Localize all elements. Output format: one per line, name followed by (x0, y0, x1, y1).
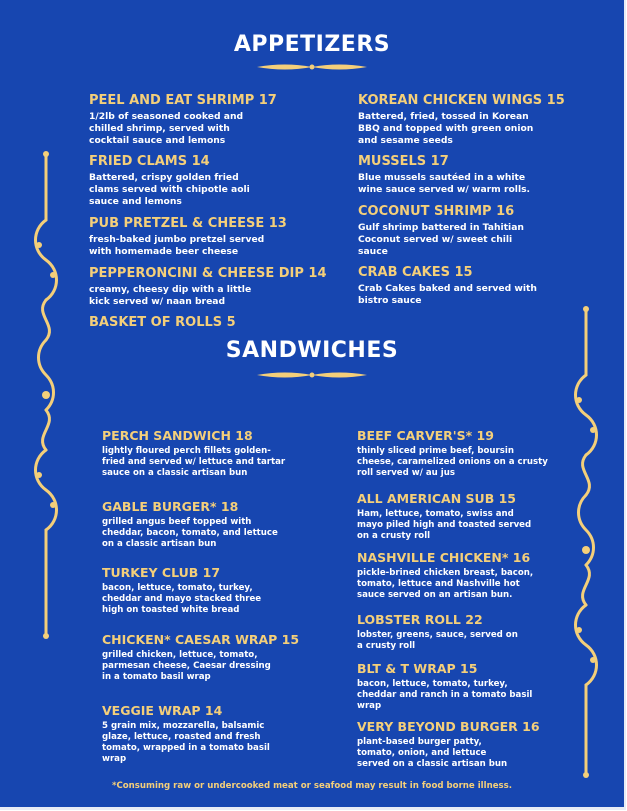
sandwich-item (357, 718, 567, 770)
item-description: Blue mussels sautéed in a white wine sauce served w/ warm rolls. (358, 172, 531, 195)
item-name: PUB PRETZEL & CHEESE 13 (89, 216, 287, 231)
scroll-ornament-icon (570, 305, 602, 795)
item-description: fresh-baked jumbo pretzel served with homemade beer cheese (89, 234, 265, 257)
item-description: 5 grain mix, mozzarella, balsamic glaze, lettuce, roasted and fresh tomato, wrapped in a tomato basil wrap (102, 721, 270, 764)
appetizer-item (358, 203, 588, 258)
item-name: VERY BEYOND BURGER 16 (357, 719, 540, 734)
item-name: PEPPERONCINI & CHEESE DIP 14 (89, 266, 327, 281)
sandwich-item (357, 490, 567, 542)
item-description: plant-based burger patty, tomato, onion, and lettuce served on a classic artisan bun (357, 737, 508, 769)
item-name: GABLE BURGER* 18 (102, 499, 239, 514)
item-name: LOBSTER ROLL 22 (357, 612, 483, 627)
item-description: grilled angus beef topped with cheddar, bacon, tomato, and lettuce on a classic artisan bun (102, 517, 278, 549)
appetizers-heading: APPETIZERS (233, 32, 391, 57)
sandwich-item (102, 427, 322, 479)
sandwich-item (102, 702, 322, 765)
item-name: COCONUT SHRIMP 16 (358, 204, 515, 219)
appetizer-item (358, 153, 588, 196)
item-description: bacon, lettuce, tomato, turkey, cheddar and mayo stacked three high on toasted white bread (102, 583, 262, 615)
appetizer-item (89, 215, 339, 258)
item-description: lobster, greens, sauce, served on a crusty roll (357, 630, 518, 651)
sandwich-item (102, 564, 322, 616)
appetizer-item (89, 314, 339, 331)
item-name: VEGGIE WRAP 14 (102, 703, 223, 718)
sandwich-item (102, 631, 322, 683)
divider-flourish-icon (255, 61, 369, 73)
item-name: NASHVILLE CHICKEN* 16 (357, 550, 531, 565)
item-description: 1/2lb of seasoned cooked and chilled shrimp, served with cocktail sauce and lemons (89, 111, 244, 146)
item-name: MUSSELS 17 (358, 154, 449, 169)
item-name: FRIED CLAMS 14 (89, 154, 210, 169)
sandwich-item (102, 498, 322, 550)
appetizer-item (89, 153, 339, 208)
item-description: grilled chicken, lettuce, tomato, parmesan cheese, Caesar dressing in a tomato basil wrap (102, 650, 271, 682)
item-name: TURKEY CLUB 17 (102, 565, 221, 580)
item-name: ALL AMERICAN SUB 15 (357, 491, 516, 506)
item-name: KOREAN CHICKEN WINGS 15 (358, 93, 565, 108)
item-name: BLT & T WRAP 15 (357, 661, 478, 676)
item-name: CRAB CAKES 15 (358, 265, 473, 280)
sandwich-item (357, 660, 567, 712)
item-description: pickle-brined chicken breast, bacon, tomato, lettuce and Nashville hot sauce served on an artisan bun. (357, 568, 534, 600)
footnote: *Consuming raw or undercooked meat or seafood may result in food borne illness. (111, 781, 513, 791)
item-description: bacon, lettuce, tomato, turkey, cheddar and ranch in a tomato basil wrap (357, 679, 533, 711)
item-name: PERCH SANDWICH 18 (102, 428, 253, 443)
item-name: CHICKEN* CAESAR WRAP 15 (102, 632, 300, 647)
sandwich-item (357, 611, 567, 652)
item-description: Gulf shrimp battered in Tahitian Coconut served w/ sweet chili sauce (358, 222, 524, 257)
appetizer-item (89, 265, 349, 308)
appetizer-item (89, 92, 339, 147)
divider-flourish-icon (255, 369, 369, 381)
item-name: BASKET OF ROLLS 5 (89, 315, 236, 330)
sandwich-item (357, 549, 567, 601)
item-name: BEEF CARVER'S* 19 (357, 428, 494, 443)
item-description: Ham, lettuce, tomato, swiss and mayo piled high and toasted served on a crusty roll (357, 509, 532, 541)
sandwich-item (357, 427, 567, 479)
item-description: Crab Cakes baked and served with bistro sauce (358, 283, 537, 306)
sandwiches-heading: SANDWICHES (225, 338, 399, 363)
item-name: PEEL AND EAT SHRIMP 17 (89, 93, 277, 108)
item-description: Battered, fried, tossed in Korean BBQ and topped with green onion and sesame seeds (358, 111, 534, 146)
appetizer-item (358, 264, 588, 307)
item-description: thinly sliced prime beef, boursin cheese, caramelized onions on a crusty roll served w/ au jus (357, 446, 548, 478)
item-description: Battered, crispy golden fried clams served with chipotle aoli sauce and lemons (89, 172, 250, 207)
scroll-ornament-icon (30, 150, 62, 640)
appetizer-item (358, 92, 588, 147)
item-description: lightly floured perch fillets golden-fried and served w/ lettuce and tartar sauce on a classic artisan bun (102, 446, 286, 478)
item-description: creamy, cheesy dip with a little kick served w/ naan bread (89, 284, 252, 307)
